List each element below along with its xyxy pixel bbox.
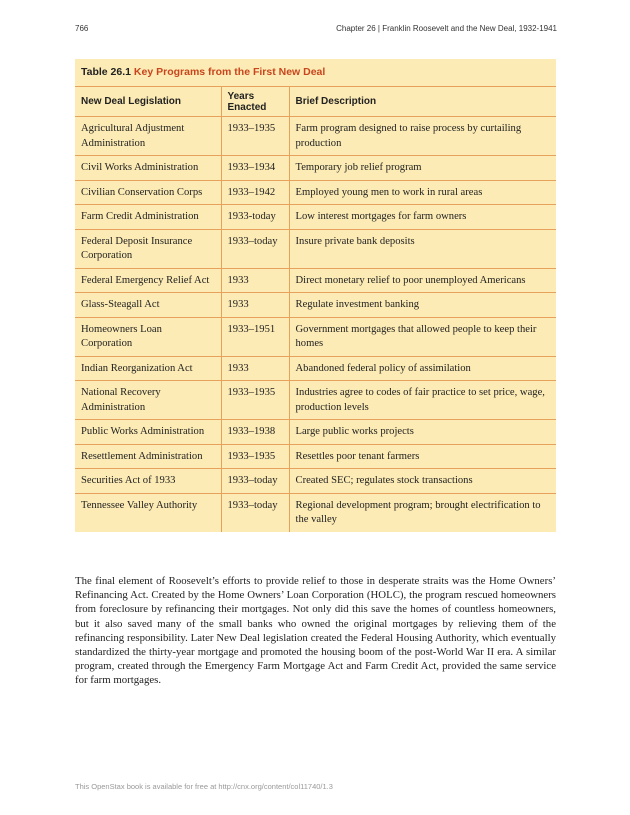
table-caption-title: Key Programs from the First New Deal — [133, 66, 326, 78]
legislation-cell: Federal Deposit Insurance Corporation — [75, 229, 221, 268]
legislation-cell: Tennessee Valley Authority — [81, 499, 198, 511]
legislation-cell: Indian Reorganization Act — [75, 356, 221, 381]
years-cell: 1933–1951 — [221, 317, 289, 356]
table-row — [75, 469, 556, 494]
legislation-cell: Farm Credit Administration — [75, 205, 221, 230]
years-cell: 1933–1938 — [221, 420, 289, 445]
description-cell: Farm program designed to raise process by curtailing production — [289, 117, 556, 156]
legislation-cell: Glass-Steagall Act — [75, 293, 221, 318]
table-body — [75, 117, 556, 532]
years-cell: 1933–1935 — [221, 444, 289, 469]
legislation-cell: Civilian Conservation Corps — [75, 180, 221, 205]
description-cell: Created SEC; regulates stock transactions — [289, 469, 556, 494]
years-cell: 1933 — [221, 356, 289, 381]
years-cell: 1933–today — [221, 469, 289, 494]
description-cell: Government mortgages that allowed people to keep their homes — [289, 317, 556, 356]
table-row — [75, 493, 556, 532]
table-row — [75, 420, 556, 445]
years-cell: 1933 — [221, 293, 289, 318]
description-cell: Regional development program; brought electrification to the valley — [289, 493, 556, 532]
table-row — [75, 293, 556, 318]
table-row — [75, 205, 556, 230]
table-caption — [75, 59, 556, 86]
years-cell: 1933–today — [221, 229, 289, 268]
table-caption-number: Table 26.1 — [81, 66, 131, 78]
years-cell: 1933–1935 — [221, 117, 289, 156]
page-number: 766 — [75, 24, 89, 33]
table-row — [75, 229, 556, 268]
legislation-cell: Resettlement Administration — [75, 444, 221, 469]
legislation-cell: National Recovery Administration — [75, 381, 221, 420]
table-grid — [75, 86, 556, 532]
table-row — [75, 444, 556, 469]
description-cell: Resettles poor tenant farmers — [289, 444, 556, 469]
years-cell: 1933–1934 — [221, 156, 289, 181]
legislation-cell: Public Works Administration — [75, 420, 221, 445]
description-cell: Industries agree to codes of fair practice to set price, wage, production levels — [289, 381, 556, 420]
description-cell: Regulate investment banking — [289, 293, 556, 318]
table-row — [75, 117, 556, 156]
legislation-cell: Homeowners Loan Corporation — [75, 317, 221, 356]
table-row — [75, 356, 556, 381]
legislation-cell: Civil Works Administration — [75, 156, 221, 181]
legislation-cell: Agricultural Adjustment Administration — [75, 117, 221, 156]
chapter-header: Chapter 26 | Franklin Roosevelt and the New Deal, 1932-1941 — [336, 24, 557, 33]
years-cell: 1933–1935 — [221, 381, 289, 420]
years-cell: 1933-today — [221, 205, 289, 230]
table-header-row — [75, 87, 556, 117]
years-cell: 1933 — [221, 268, 289, 293]
body-paragraph: The final element of Roosevelt’s efforts to provide relief to those in desperate straits was the Home Owners’ Refinancing Act. Created by the Home Owners’ Loan Corporation (HOLC), the program rescued homeowners from foreclosure by refinancing their mortgages. Not only did this save the homes of countless homeowners, but it also saved many of the small banks who owned the original mortgages by relieving them of the refinancing responsibility. Later New Deal legislation created the Federal Housing Authority, which eventually standardized the thirty-year mortgage and promoted the housing boom of the post-World War II era. A similar program, created through the Emergency Farm Mortgage Act and Farm Credit Act, provided the same service for farm mortgages. — [75, 575, 556, 687]
years-cell: 1933–today — [221, 493, 289, 532]
page-footer: This OpenStax book is available for free at http://cnx.org/content/col11740/1.3 — [75, 782, 333, 791]
table-row — [75, 156, 556, 181]
column-header-years: Years Enacted — [221, 87, 289, 117]
column-header-description: Brief Description — [289, 87, 556, 117]
programs-table — [75, 59, 556, 532]
description-cell: Large public works projects — [289, 420, 556, 445]
column-header-legislation: New Deal Legislation — [75, 87, 221, 117]
description-cell: Insure private bank deposits — [289, 229, 556, 268]
description-cell: Employed young men to work in rural areas — [289, 180, 556, 205]
description-cell: Temporary job relief program — [289, 156, 556, 181]
description-cell: Low interest mortgages for farm owners — [289, 205, 556, 230]
table-row — [75, 381, 556, 420]
table-row — [75, 180, 556, 205]
description-cell: Abandoned federal policy of assimilation — [289, 356, 556, 381]
description-cell: Direct monetary relief to poor unemployed Americans — [289, 268, 556, 293]
legislation-cell: Federal Emergency Relief Act — [75, 268, 221, 293]
table-row — [75, 268, 556, 293]
legislation-cell: Securities Act of 1933 — [75, 469, 221, 494]
years-cell: 1933–1942 — [221, 180, 289, 205]
table-row — [75, 317, 556, 356]
